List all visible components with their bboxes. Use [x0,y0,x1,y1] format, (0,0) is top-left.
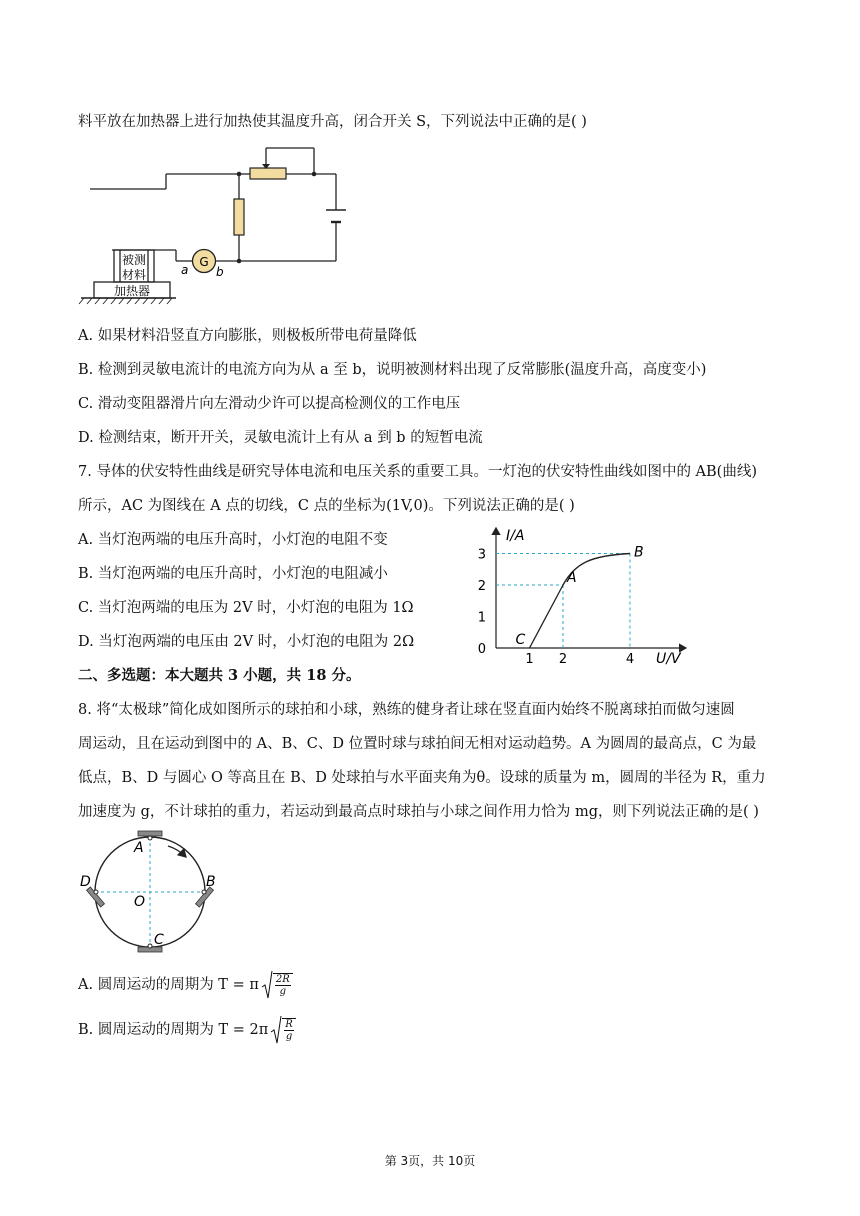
resistor [234,199,244,235]
point-a-label: a [181,263,189,277]
material-label-2: 材料 [121,268,147,282]
x-tick-label: 4 [625,652,635,667]
circuit-figure [76,140,366,310]
q8-stem-3: 低点，B、D 与圆心 O 等高且在 B、D 处球拍与水平面夹角为θ。设球的质量为 m，圆周的半径为 R，重力 [78,770,766,786]
point-a-label: A [567,570,577,586]
sqrt-b-num: R [285,1019,293,1030]
q7-option-a: A. 当灯泡两端的电压升高时，小灯泡的电阻不变 [78,532,388,548]
racket-a [138,831,162,836]
y-tick-label: 0 [477,642,486,657]
y-tick-label: 2 [477,579,486,594]
galvanometer-label: G [199,255,209,269]
label-a: A [134,840,144,856]
label-o: O [134,894,146,910]
label-d: D [80,874,91,890]
q7-option-c: C. 当灯泡两端的电压为 2V 时，小灯泡的电阻为 1Ω [78,600,414,616]
section-heading: 二、多选题：本大题共 3 小题，共 18 分。 [78,667,361,684]
q8-stem-1: 8. 将“太极球”简化成如图所示的球拍和小球，熟练的健身者让球在竖直面内始终不脱离球拍而做匀速圆 [78,702,735,718]
taiji-figure [76,826,226,956]
sqrt-a-num: 2R [275,974,290,985]
q7-stem-1: 7. 导体的伏安特性曲线是研究导体电流和电压关系的重要工具。一灯泡的伏安特性曲线如图中的 AB(曲线) [78,464,757,480]
x-tick-label: 2 [558,652,568,667]
q8-option-b-text: B. 圆周运动的周期为 T = 2π [78,1022,269,1038]
sqrt-a-den: g [279,986,287,997]
q6-stem: 料平放在加热器上进行加热使其温度升高，闭合开关 S，下列说法中正确的是( ) [78,114,587,130]
q6-option-b: B. 检测到灵敏电流计的电流方向为从 a 至 b，说明被测材料出现了反常膨胀(温度升高，高度变小) [78,362,707,378]
q6-option-d: D. 检测结束，断开开关，灵敏电流计上有从 a 到 b 的短暂电流 [78,430,483,446]
x-axis-label: U/V [656,651,681,667]
rheostat [250,168,286,179]
sqrt-b [270,1015,296,1045]
q7-option-d: D. 当灯泡两端的电压由 2V 时，小灯泡的电阻为 2Ω [78,634,415,650]
q6-option-c: C. 滑动变阻器滑片向左滑动少许可以提高检测仪的工作电压 [78,396,461,412]
q8-option-a-text: A. 圆周运动的周期为 T = π [78,977,259,993]
q7-option-b: B. 当灯泡两端的电压升高时，小灯泡的电阻减小 [78,566,388,582]
q8-option-b [78,1015,296,1045]
q8-stem-2: 周运动，且在运动到图中的 A、B、C、D 位置时球与球拍间无相对运动趋势。A 为圆周的最高点，C 为最 [78,736,757,752]
x-tick-label: 1 [525,652,534,667]
q6-option-a: A. 如果材料沿竖直方向膨胀，则极板所带电荷量降低 [78,328,417,344]
tangent-ac [530,585,564,648]
point-c-label: C [515,632,526,648]
q8-stem-4: 加速度为 g，不计球拍的重力，若运动到最高点时球拍与小球之间作用力恰为 mg，则下列说法正确的是( ) [78,804,759,820]
iv-chart [460,520,700,670]
material-label-1: 被测 [121,253,147,267]
page-footer: 第 3页，共 10页 [384,1154,476,1168]
heater-label: 加热器 [113,284,151,298]
label-c: C [154,932,164,948]
label-b: B [206,874,216,890]
y-tick-label: 1 [477,610,486,626]
point-b-label: B [634,544,644,561]
y-tick-label: 3 [477,547,486,563]
sqrt-a [261,970,293,1000]
q8-option-a [78,970,293,1000]
y-axis-label: I/A [506,528,525,544]
q7-stem-2: 所示，AC 为图线在 A 点的切线，C 点的坐标为(1V,0)。下列说法正确的是( ) [78,498,575,514]
point-b-label: b [216,265,224,279]
sqrt-b-den: g [285,1031,293,1042]
